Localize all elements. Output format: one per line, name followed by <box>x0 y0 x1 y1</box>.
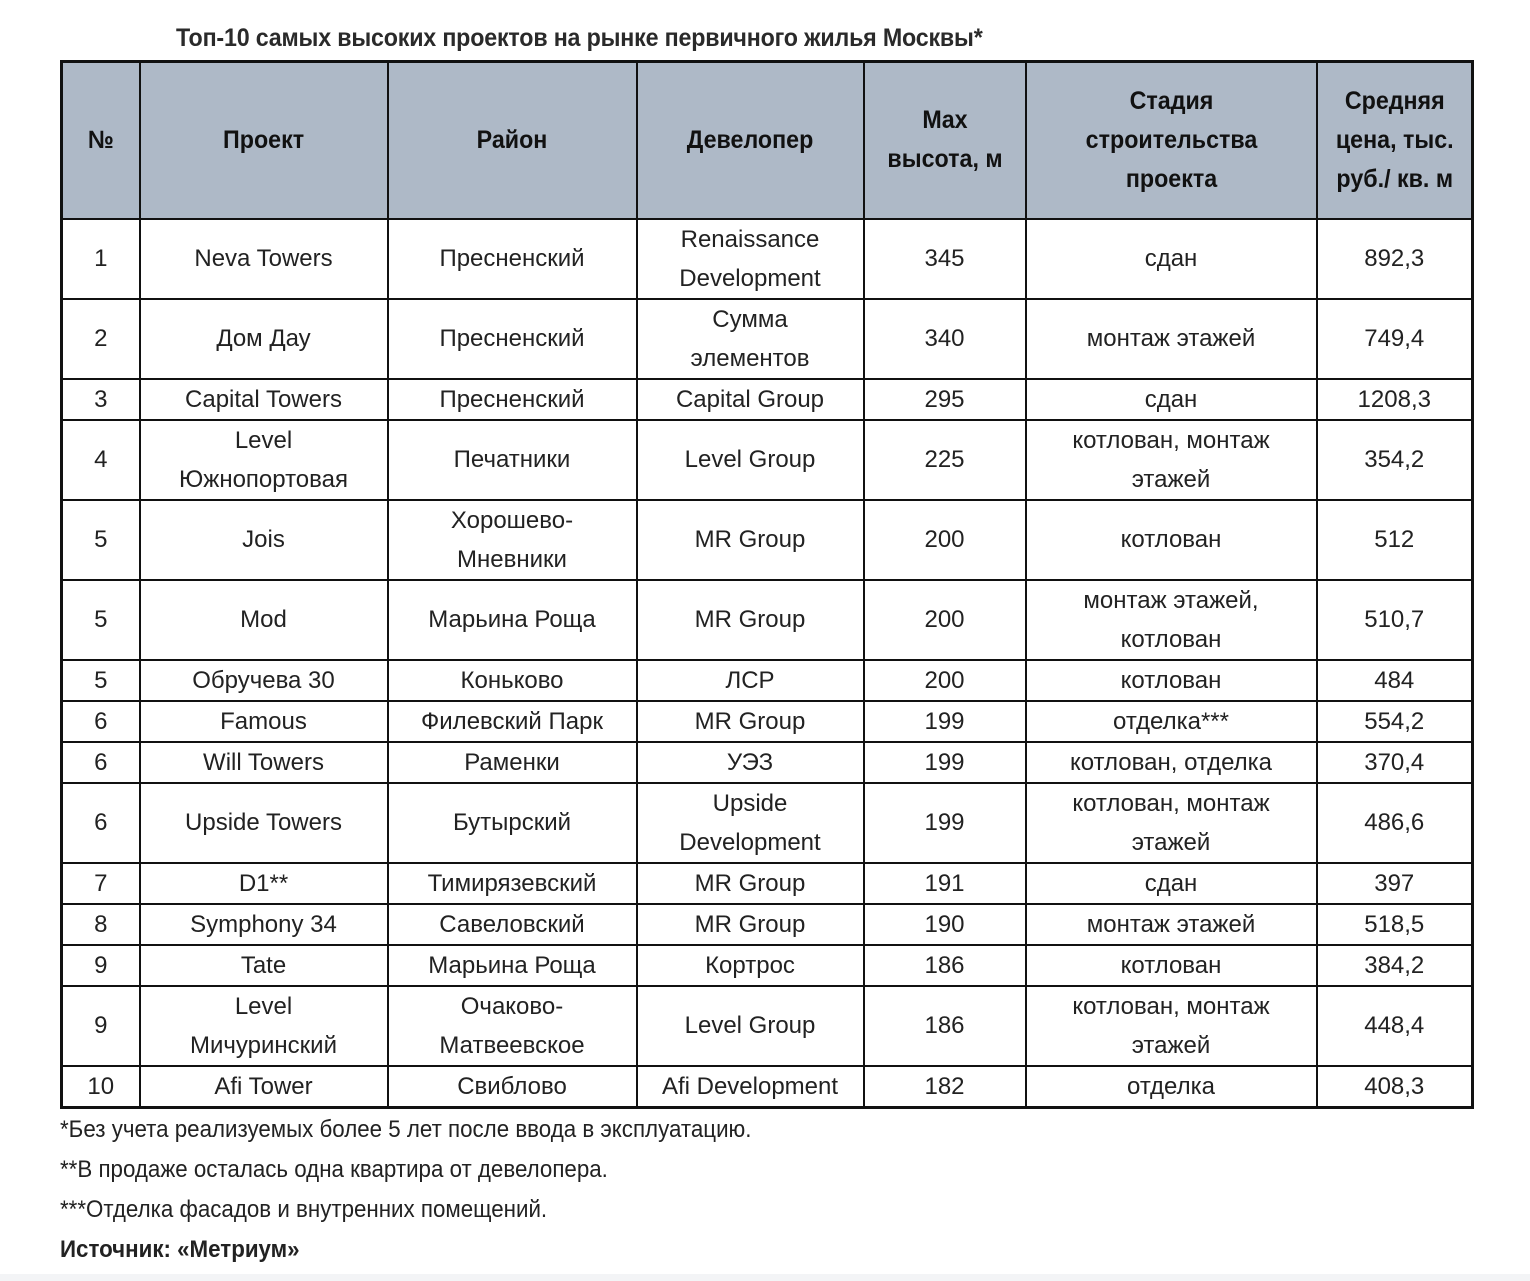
district-cell: Марьина Роща <box>388 945 637 986</box>
table-row <box>62 500 1473 580</box>
table-row <box>62 904 1473 945</box>
table-row <box>62 299 1473 379</box>
project-cell: Tate <box>140 945 388 986</box>
developer-cell: ЛСР <box>637 660 864 701</box>
developer-cell: Upside Development <box>637 783 864 863</box>
developer-cell: Afi Development <box>637 1066 864 1108</box>
table-row <box>62 1066 1473 1108</box>
project-cell: Symphony 34 <box>140 904 388 945</box>
height-cell: 199 <box>864 701 1026 742</box>
rank-cell: 10 <box>62 1066 140 1108</box>
district-cell: Пресненский <box>388 379 637 420</box>
table-title: Топ-10 самых высоких проектов на рынке первичного жилья Москвы* <box>176 24 983 52</box>
stage-cell: котлован, монтаж этажей <box>1026 986 1317 1066</box>
price-cell: 408,3 <box>1317 1066 1473 1108</box>
price-cell: 512 <box>1317 500 1473 580</box>
stage-cell: котлован <box>1026 500 1317 580</box>
height-cell: 186 <box>864 945 1026 986</box>
height-cell: 225 <box>864 420 1026 500</box>
district-cell: Савеловский <box>388 904 637 945</box>
project-cell: Upside Towers <box>140 783 388 863</box>
rank-cell: 9 <box>62 986 140 1066</box>
project-cell: Обручева 30 <box>140 660 388 701</box>
col-header-project: Проект <box>140 62 388 219</box>
rank-cell: 4 <box>62 420 140 500</box>
height-cell: 191 <box>864 863 1026 904</box>
height-cell: 182 <box>864 1066 1026 1108</box>
col-header-district: Район <box>388 62 637 219</box>
district-cell: Марьина Роща <box>388 580 637 660</box>
stage-cell: котлован <box>1026 660 1317 701</box>
price-cell: 518,5 <box>1317 904 1473 945</box>
project-cell: D1** <box>140 863 388 904</box>
footnotes <box>60 1110 804 1270</box>
projects-table <box>60 60 1474 1109</box>
table-row <box>62 863 1473 904</box>
footnote-1: *Без учета реализуемых более 5 лет после ввода в эксплуатацию. <box>60 1116 752 1143</box>
price-cell: 354,2 <box>1317 420 1473 500</box>
height-cell: 340 <box>864 299 1026 379</box>
stage-cell: котлован, отделка <box>1026 742 1317 783</box>
developer-cell: MR Group <box>637 904 864 945</box>
project-cell: Jois <box>140 500 388 580</box>
rank-cell: 5 <box>62 660 140 701</box>
height-cell: 186 <box>864 986 1026 1066</box>
developer-cell: MR Group <box>637 863 864 904</box>
page-bottom-strip <box>0 1274 1530 1281</box>
developer-cell: Сумма элементов <box>637 299 864 379</box>
table-row <box>62 379 1473 420</box>
district-cell: Свиблово <box>388 1066 637 1108</box>
rank-cell: 2 <box>62 299 140 379</box>
price-cell: 510,7 <box>1317 580 1473 660</box>
stage-cell: котлован, монтаж этажей <box>1026 420 1317 500</box>
stage-cell: отделка*** <box>1026 701 1317 742</box>
height-cell: 345 <box>864 219 1026 299</box>
district-cell: Пресненский <box>388 299 637 379</box>
stage-cell: отделка <box>1026 1066 1317 1108</box>
height-cell: 295 <box>864 379 1026 420</box>
stage-cell: котлован, монтаж этажей <box>1026 783 1317 863</box>
project-cell: Level Мичуринский <box>140 986 388 1066</box>
rank-cell: 8 <box>62 904 140 945</box>
rank-cell: 9 <box>62 945 140 986</box>
project-cell: Will Towers <box>140 742 388 783</box>
height-cell: 199 <box>864 783 1026 863</box>
price-cell: 554,2 <box>1317 701 1473 742</box>
price-cell: 1208,3 <box>1317 379 1473 420</box>
table-row <box>62 986 1473 1066</box>
rank-cell: 6 <box>62 783 140 863</box>
rank-cell: 7 <box>62 863 140 904</box>
price-cell: 397 <box>1317 863 1473 904</box>
developer-cell: Renaissance Development <box>637 219 864 299</box>
stage-cell: монтаж этажей, котлован <box>1026 580 1317 660</box>
district-cell: Тимирязевский <box>388 863 637 904</box>
rank-cell: 6 <box>62 742 140 783</box>
price-cell: 749,4 <box>1317 299 1473 379</box>
district-cell: Пресненский <box>388 219 637 299</box>
table-row <box>62 945 1473 986</box>
stage-cell: монтаж этажей <box>1026 904 1317 945</box>
district-cell: Бутырский <box>388 783 637 863</box>
col-header-developer: Девелопер <box>637 62 864 219</box>
height-cell: 200 <box>864 660 1026 701</box>
price-cell: 448,4 <box>1317 986 1473 1066</box>
developer-cell: УЭЗ <box>637 742 864 783</box>
rank-cell: 5 <box>62 580 140 660</box>
price-cell: 384,2 <box>1317 945 1473 986</box>
stage-cell: сдан <box>1026 379 1317 420</box>
height-cell: 200 <box>864 580 1026 660</box>
col-header-rank: № <box>62 62 140 219</box>
rank-cell: 1 <box>62 219 140 299</box>
table-row <box>62 580 1473 660</box>
header-row <box>62 62 1473 219</box>
project-cell: Afi Tower <box>140 1066 388 1108</box>
project-cell: Mod <box>140 580 388 660</box>
price-cell: 370,4 <box>1317 742 1473 783</box>
table-row <box>62 219 1473 299</box>
table-row <box>62 742 1473 783</box>
district-cell: Хорошево-Мневники <box>388 500 637 580</box>
stage-cell: монтаж этажей <box>1026 299 1317 379</box>
table-row <box>62 420 1473 500</box>
col-header-stage: Стадия строительства проекта <box>1026 62 1317 219</box>
price-cell: 892,3 <box>1317 219 1473 299</box>
source-label: Источник: «Метриум» <box>60 1236 300 1263</box>
rank-cell: 5 <box>62 500 140 580</box>
stage-cell: сдан <box>1026 219 1317 299</box>
district-cell: Коньково <box>388 660 637 701</box>
price-cell: 486,6 <box>1317 783 1473 863</box>
project-cell: Level Южнопортовая <box>140 420 388 500</box>
rank-cell: 3 <box>62 379 140 420</box>
table-row <box>62 660 1473 701</box>
developer-cell: Capital Group <box>637 379 864 420</box>
developer-cell: MR Group <box>637 500 864 580</box>
project-cell: Famous <box>140 701 388 742</box>
project-cell: Capital Towers <box>140 379 388 420</box>
district-cell: Печатники <box>388 420 637 500</box>
price-cell: 484 <box>1317 660 1473 701</box>
rank-cell: 6 <box>62 701 140 742</box>
district-cell: Раменки <box>388 742 637 783</box>
height-cell: 190 <box>864 904 1026 945</box>
developer-cell: MR Group <box>637 701 864 742</box>
developer-cell: Level Group <box>637 420 864 500</box>
developer-cell: Кортрос <box>637 945 864 986</box>
height-cell: 200 <box>864 500 1026 580</box>
footnote-3: ***Отделка фасадов и внутренних помещений. <box>60 1196 548 1223</box>
district-cell: Очаково-Матвеевское <box>388 986 637 1066</box>
project-cell: Neva Towers <box>140 219 388 299</box>
stage-cell: сдан <box>1026 863 1317 904</box>
district-cell: Филевский Парк <box>388 701 637 742</box>
table-row <box>62 701 1473 742</box>
height-cell: 199 <box>864 742 1026 783</box>
developer-cell: Level Group <box>637 986 864 1066</box>
footnote-2: **В продаже осталась одна квартира от девелопера. <box>60 1156 608 1183</box>
col-header-price: Средняя цена, тыс. руб./ кв. м <box>1317 62 1473 219</box>
table-row <box>62 783 1473 863</box>
stage-cell: котлован <box>1026 945 1317 986</box>
developer-cell: MR Group <box>637 580 864 660</box>
col-header-height: Max высота, м <box>864 62 1026 219</box>
project-cell: Дом Дау <box>140 299 388 379</box>
